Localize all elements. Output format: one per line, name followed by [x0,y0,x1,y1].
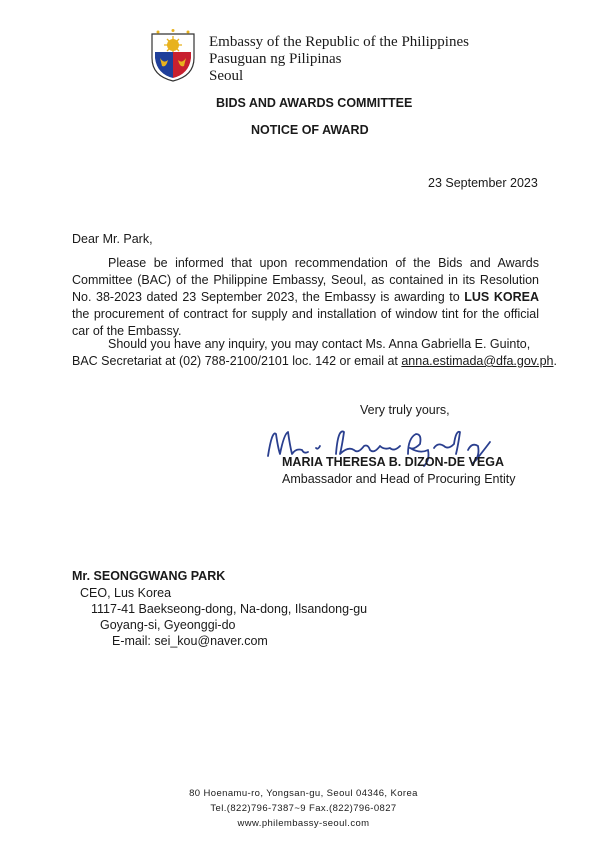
inquiry-paragraph-line2 [72,353,557,370]
inquiry-text: BAC Secretariat at (02) 788-2100/2101 loc. 142 or email at [72,354,402,368]
inquiry-paragraph-line1: Should you have any inquiry, you may contact Ms. Anna Gabriella E. Guinto, [108,337,531,351]
closing: Very truly yours, [360,403,450,417]
awardee-name: LUS KOREA [464,290,539,304]
notice-heading: NOTICE OF AWARD [251,123,369,137]
letterhead-embassy-name: Embassy of the Republic of the Philippines [209,34,469,50]
philippine-seal-logo [148,28,198,83]
footer-address: 80 Hoenamu-ro, Yongsan-gu, Seoul 04346, Korea [189,788,418,799]
signatory-title: Ambassador and Head of Procuring Entity [282,472,516,486]
award-paragraph [72,255,539,340]
footer-phones: Tel.(822)796-7387~9 Fax.(822)796-0827 [210,803,397,814]
letter-date: 23 September 2023 [428,176,538,190]
recipient-address-line2: Goyang-si, Gyeonggi-do [100,618,236,632]
signatory-name: MARIA THERESA B. DIZON-DE VEGA [282,455,504,469]
committee-heading: BIDS AND AWARDS COMMITTEE [216,96,413,110]
recipient-name: Mr. SEONGGWANG PARK [72,569,226,583]
award-paragraph-text-after: the procurement of contract for supply and installation of window tint for the official car of the Embassy. [72,307,539,338]
letterhead-city: Seoul [209,68,244,84]
recipient-email: E-mail: sei_kou@naver.com [112,634,268,648]
inquiry-period: . [553,354,557,368]
secretariat-email-link[interactable]: anna.estimada@dfa.gov.ph [401,354,554,368]
recipient-position: CEO, Lus Korea [80,586,172,600]
salutation: Dear Mr. Park, [72,232,153,246]
recipient-address-line1: 1117-41 Baekseong-dong, Na-dong, Ilsandong-gu [91,602,368,616]
footer-website: www.philembassy-seoul.com [237,818,370,829]
award-paragraph-text-before: Please be informed that upon recommendation of the Bids and Awards Committee (BAC) of the Philippine Embassy, Seoul, as contained in its Resolution No. 38-2023 dated 23 September 2023, the Embassy is awarding to [72,256,539,304]
letterhead-filipino-name: Pasuguan ng Pilipinas [209,51,342,67]
